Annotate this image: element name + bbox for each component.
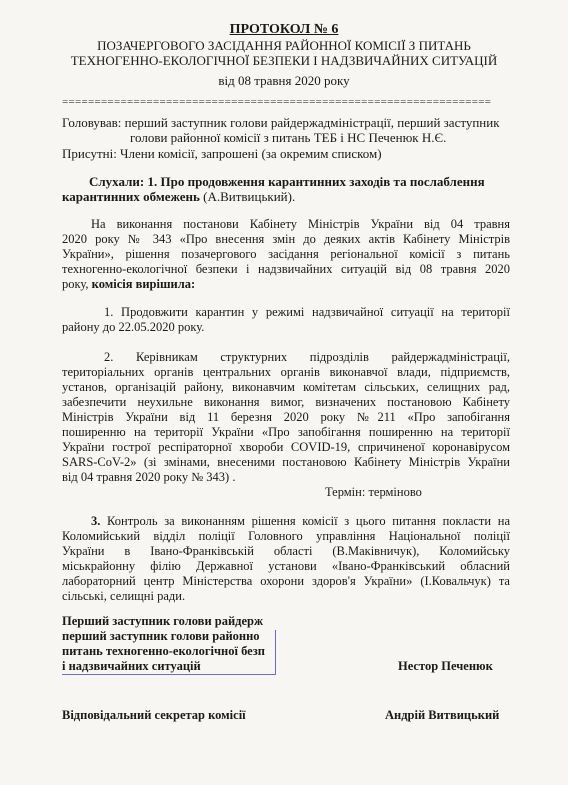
signatory-title-line-4: і надзвичайних ситуацій xyxy=(62,659,201,673)
item2-line-4: забезпечити неухильне виконання вимог, визначених постановою Кабінету xyxy=(62,395,510,409)
present-line: Присутні: Члени комісії, запрошені (за окремим списком) xyxy=(62,146,382,161)
frame-line-vertical xyxy=(275,630,276,674)
separator-line: ================================================================== xyxy=(62,96,492,108)
item2-line-1: 2. Керівникам структурних підрозділів райдержадміністрації, xyxy=(104,350,510,364)
resolution-line-3: України», рішення позачергового засідання регіональної комісії з питань xyxy=(62,247,510,261)
item2-line-8: SARS-CoV-2» (зі змінами, внесеними постановою Кабінету Міністрів України xyxy=(62,455,510,469)
item3-line-2: Коломийський відділ поліції Головного управління Національної поліції xyxy=(62,529,510,543)
item2-term: Термін: терміново xyxy=(325,485,422,499)
signatory-title-line-2: перший заступник голови районно xyxy=(62,629,260,643)
item1-line2: району до 22.05.2020 року. xyxy=(62,320,205,334)
item3-line-4: міськрайонну філію Державної установи «Івано-Франківський обласний xyxy=(62,559,510,573)
protocol-title: ПРОТОКОЛ № 6 xyxy=(229,22,339,37)
resolution-line-4: техногенно-екологічної безпеки і надзвичайних ситуацій від 08 травня 2020 xyxy=(62,262,510,276)
item2-line-5: Міністрів України від 11 березня 2020 року №211 «Про запобігання xyxy=(62,410,510,424)
heard-speaker: (А.Витвицький). xyxy=(199,189,296,204)
resolution-line-2: 2020 року № 343 «Про внесення змін до деяких актів Кабінету Міністрів xyxy=(62,232,510,246)
resolution-last-prefix: року, xyxy=(62,277,92,291)
signatory-name: Нестор Печенюк xyxy=(398,659,493,673)
protocol-subtitle-line2: ТЕХНОГЕННО-ЕКОЛОГІЧНОЇ БЕЗПЕКИ І НАДЗВИЧАЙНИХ СИТУАЦІЙ xyxy=(70,53,498,68)
item3-line-6: сільські, селищні ради. xyxy=(62,589,186,603)
item3-number: 3. xyxy=(91,514,101,528)
signatory-title-block xyxy=(62,614,275,674)
secretary-name: Андрій Витвицький xyxy=(385,708,500,722)
chair-line1: Головував: перший заступник голови райдержадміністрації, перший заступник xyxy=(62,115,500,130)
resolution-line-5 xyxy=(62,277,195,292)
signatory-title-line-3: питань техногенно-екологічної безп xyxy=(62,644,265,658)
chair-line2: голови районної комісії з питань ТЕБ і НС Печенюк Н.Є. xyxy=(130,130,447,145)
heard-topic-bold: карантинних обмежень xyxy=(62,189,200,204)
item1-line1: 1. Продовжити карантин у режимі надзвичайної ситуації на території xyxy=(104,305,510,319)
item2-line-3: установ, організацій району, виконавчим комітетам сільських, селищних рад, xyxy=(62,380,510,394)
protocol-date: від 08 травня 2020 року xyxy=(218,73,350,88)
secretary-label: Відповідальний секретар комісії xyxy=(62,708,246,722)
item2-line-7: України гострої респіраторної хвороби COVID-19, спричиненої коронавірусом xyxy=(62,440,510,454)
heard-line2 xyxy=(62,189,295,205)
item3-line-5: лабораторний центр Міністерства охорони здоров'я України» (І.Ковальчук) та xyxy=(62,574,510,588)
item2-line-9: від 04 травня 2020 року № 343) . xyxy=(62,470,236,484)
commission-decided: комісія вирішила: xyxy=(91,277,196,291)
heard-line1: Слухали: 1. Про продовження карантинних заходів та послаблення xyxy=(89,174,485,189)
frame-line-horizontal xyxy=(62,674,276,675)
item2-line-2: територіальних органів центральних органів виконавчої влади, підприємств, xyxy=(62,365,510,379)
item3-line-1 xyxy=(91,514,510,529)
signatory-title-line-1: Перший заступник голови райдерж xyxy=(62,614,264,628)
resolution-line-1: На виконання постанови Кабінету Міністрів України від 04 травня xyxy=(91,217,510,231)
item3-line1-text: Контроль за виконанням рішення комісії з цього питання покласти на xyxy=(100,514,510,528)
item3-line-3: України в Івано-Франківській області (В.Маківничук), Коломийську xyxy=(62,544,510,558)
protocol-subtitle-line1: ПОЗАЧЕРГОВОГО ЗАСІДАННЯ РАЙОННОЇ КОМІСІЇ З ПИТАНЬ xyxy=(97,38,471,53)
item2-line-6: поширенню на території України «Про запобігання поширенню на території xyxy=(62,425,510,439)
